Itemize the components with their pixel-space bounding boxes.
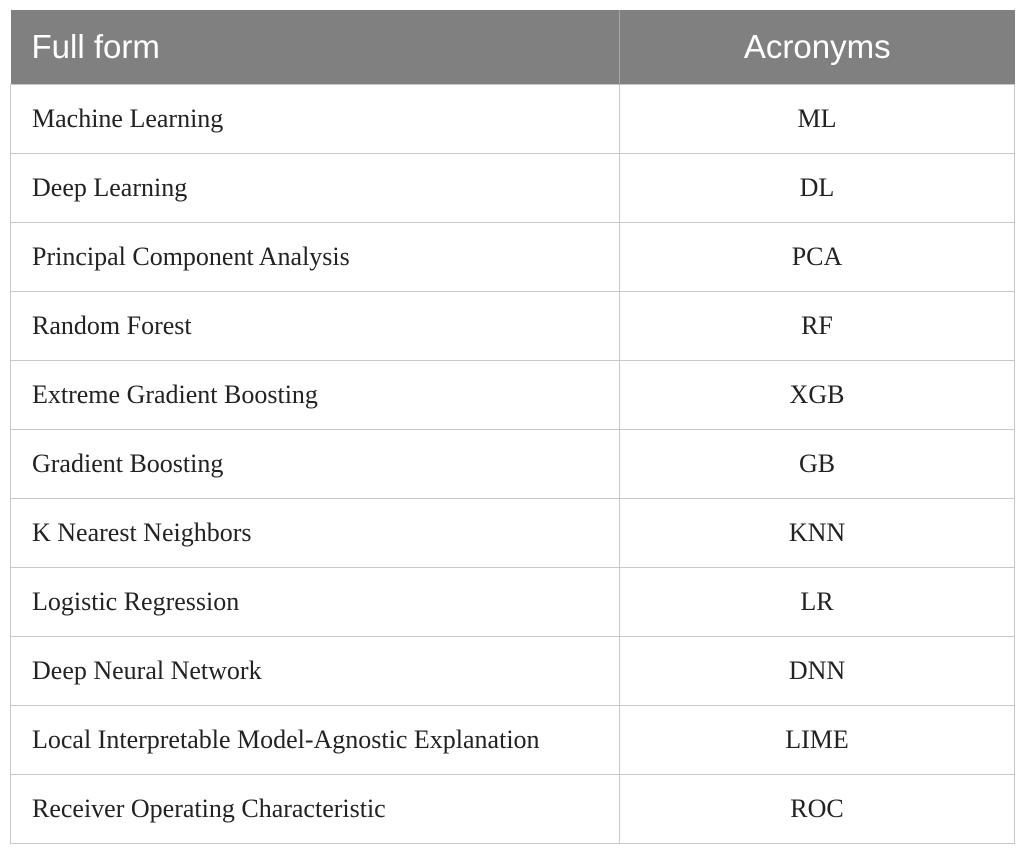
table-body — [11, 85, 1015, 844]
acronym-cell: GB — [620, 430, 1015, 499]
acronym-cell: LIME — [620, 706, 1015, 775]
table-row — [11, 706, 1015, 775]
acronym-cell: ML — [620, 85, 1015, 154]
header-row — [11, 10, 1015, 85]
acronym-cell: RF — [620, 292, 1015, 361]
table-row — [11, 85, 1015, 154]
full-form-cell: Deep Learning — [11, 154, 620, 223]
acronym-cell: DL — [620, 154, 1015, 223]
full-form-cell: Deep Neural Network — [11, 637, 620, 706]
acronym-cell: DNN — [620, 637, 1015, 706]
full-form-cell: Machine Learning — [11, 85, 620, 154]
full-form-cell: Local Interpretable Model-Agnostic Explanation — [11, 706, 620, 775]
acronym-cell: PCA — [620, 223, 1015, 292]
full-form-cell: Gradient Boosting — [11, 430, 620, 499]
table-row — [11, 223, 1015, 292]
table-row — [11, 361, 1015, 430]
full-form-cell: Random Forest — [11, 292, 620, 361]
full-form-cell: Extreme Gradient Boosting — [11, 361, 620, 430]
table-header — [11, 10, 1015, 85]
table-row — [11, 292, 1015, 361]
full-form-cell: K Nearest Neighbors — [11, 499, 620, 568]
acronym-cell: KNN — [620, 499, 1015, 568]
full-form-cell: Logistic Regression — [11, 568, 620, 637]
table-row — [11, 568, 1015, 637]
table-row — [11, 637, 1015, 706]
column-header-acronyms: Acronyms — [620, 10, 1015, 85]
column-header-full-form: Full form — [11, 10, 620, 85]
table-row — [11, 154, 1015, 223]
acronym-cell: XGB — [620, 361, 1015, 430]
acronym-table — [10, 10, 1015, 844]
acronym-cell: LR — [620, 568, 1015, 637]
table-row — [11, 430, 1015, 499]
full-form-cell: Principal Component Analysis — [11, 223, 620, 292]
acronym-cell: ROC — [620, 775, 1015, 844]
full-form-cell: Receiver Operating Characteristic — [11, 775, 620, 844]
table-row — [11, 499, 1015, 568]
table-row — [11, 775, 1015, 844]
